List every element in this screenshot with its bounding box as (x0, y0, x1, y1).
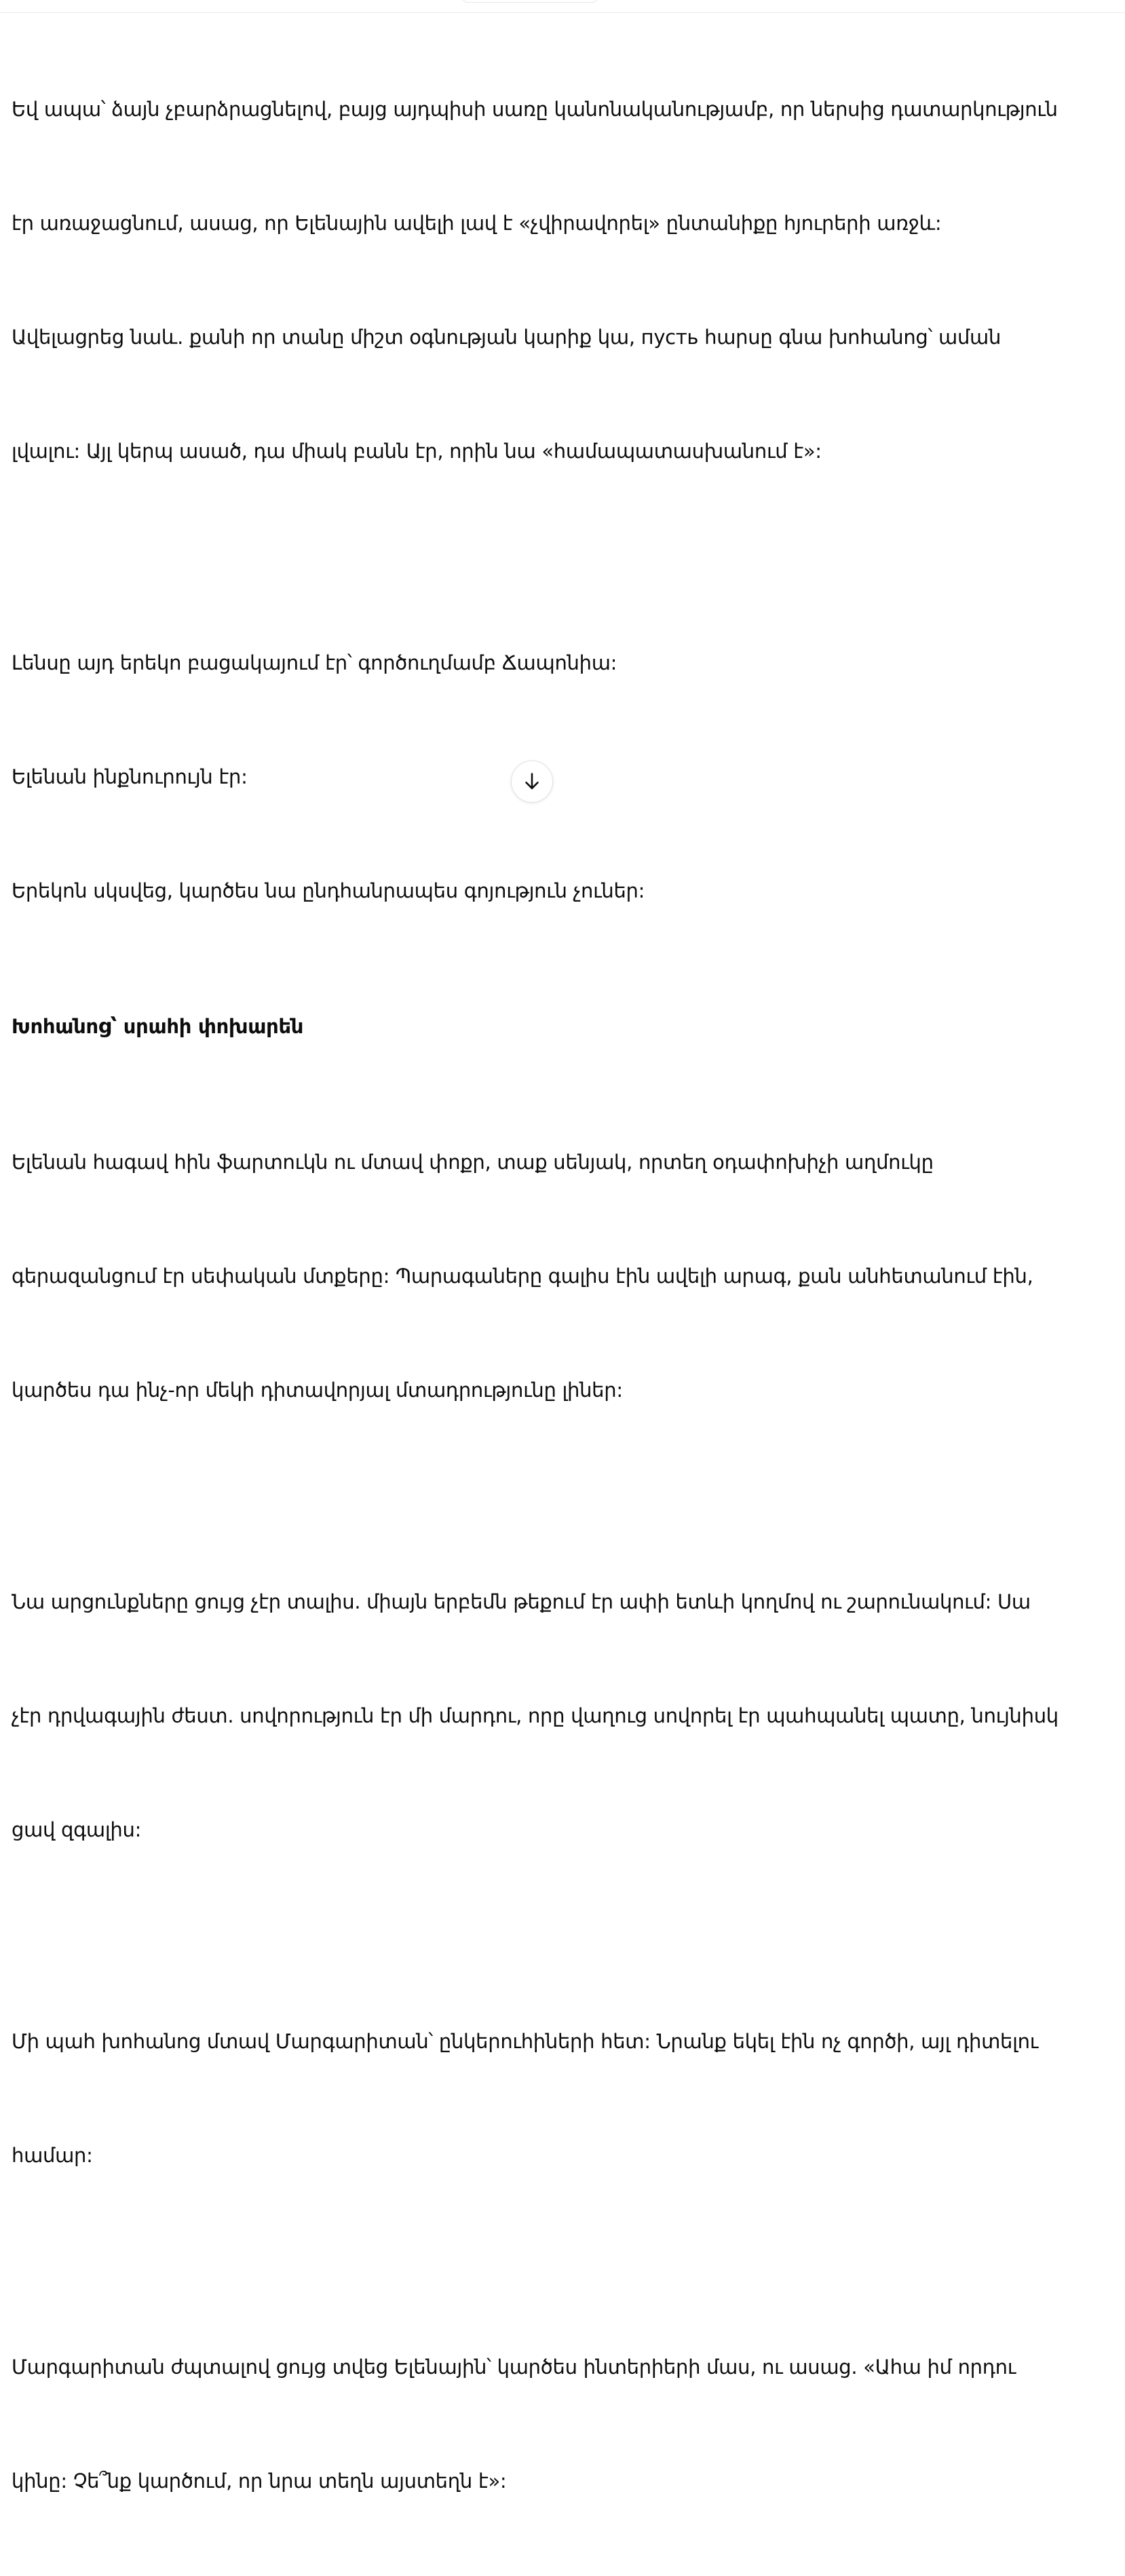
paragraph-gap (12, 1925, 1104, 1946)
paragraph-gap (12, 2250, 1104, 2272)
text-line: չէր դրվագային ժեստ. սովորություն էր մի մարդու, որը վաղուց սովորել էր պահպանել պատը, նույնիսկ (12, 1704, 1059, 1727)
top-divider (0, 12, 1125, 13)
text-line: էր առաջացնում, ասաց, որ Ելենային ավելի լավ է «չվիրավորել» ընտանիքը հյուրերի առջև: (12, 212, 942, 235)
paragraph-gap (12, 1045, 1104, 1067)
paragraph-gap (12, 546, 1104, 568)
text-line: Եվ ապա՝ ձայն չբարձրացնելով, բայց այդպիսի սառը կանոնականությամբ, որ ներսից դատարկություն (12, 98, 1058, 121)
paragraph-2 (12, 568, 1104, 986)
text-line: Երեկոն սկսվեց, կարծես նա ընդհանրապես գոյություն չուներ: (12, 879, 645, 902)
text-line: կինը: Չե՞նք կարծում, որ նրա տեղն այստեղն է»: (12, 2469, 507, 2493)
top-tab-edge (461, 0, 598, 3)
paragraph-gap (12, 1485, 1104, 1507)
text-line: Մարգարիտան ժպտալով ցույց տվեց Ելենային՝ կարծես ինտերիերի մաս, ու ասաց. «Ահա իմ որդու (12, 2356, 1016, 2379)
text-line: Լենսը այդ երեկո բացակայում էր՝ գործուղմամբ Ճապոնիա: (12, 651, 617, 674)
text-line: Նա արցունքները ցույց չէր տալիս. միայն երբեմն թեքում էր ափի ետևի կողմով ու շարունակում: Սա (12, 1590, 1031, 1613)
section-heading: Խոհանոց՝ սրահի փոխարեն (12, 1015, 304, 1038)
paragraph-3 (12, 1067, 1104, 1485)
scroll-to-bottom-button[interactable] (511, 761, 553, 803)
text-line: համար: (12, 2144, 93, 2167)
paragraph-1 (12, 14, 1104, 546)
text-line: լվալու: Այլ կերպ ասած, դա միակ բանն էր, որին նա «համապատասխանում է»: (12, 440, 822, 463)
article-content (12, 14, 1104, 2576)
text-line: Ելենան ինքնուրույն էր: (12, 765, 248, 788)
text-line: ցավ զգալիս: (12, 1818, 142, 1841)
paragraph-4 (12, 1507, 1104, 1925)
arrow-down-icon (520, 770, 544, 793)
paragraph-gap (12, 986, 1104, 1007)
text-line: Ավելացրեց նաև. քանի որ տանը միշտ օգնության կարիք կա, пусть հարսը գնա խոհանոց՝ աման (12, 326, 1002, 349)
text-line: Մի պահ խոհանոց մտավ Մարգարիտան՝ ընկերուհիների հետ: Նրանք եկել էին ոչ գործի, այլ դիտելու (12, 2030, 1039, 2053)
paragraph-5 (12, 1946, 1104, 2250)
paragraph-6 (12, 2272, 1104, 2576)
text-line: Ելենան հագավ հին ֆարտուկն ու մտավ փոքր, տաք սենյակ, որտեղ օդափոխիչի աղմուկը (12, 1151, 934, 1174)
text-line: գերազանցում էր սեփական մտքերը: Պարագաները գալիս էին ավելի արագ, քան անհետանում էին, (12, 1265, 1033, 1288)
text-line: կարծես դա ինչ-որ մեկի դիտավորյալ մտադրությունը լիներ: (12, 1379, 623, 1402)
